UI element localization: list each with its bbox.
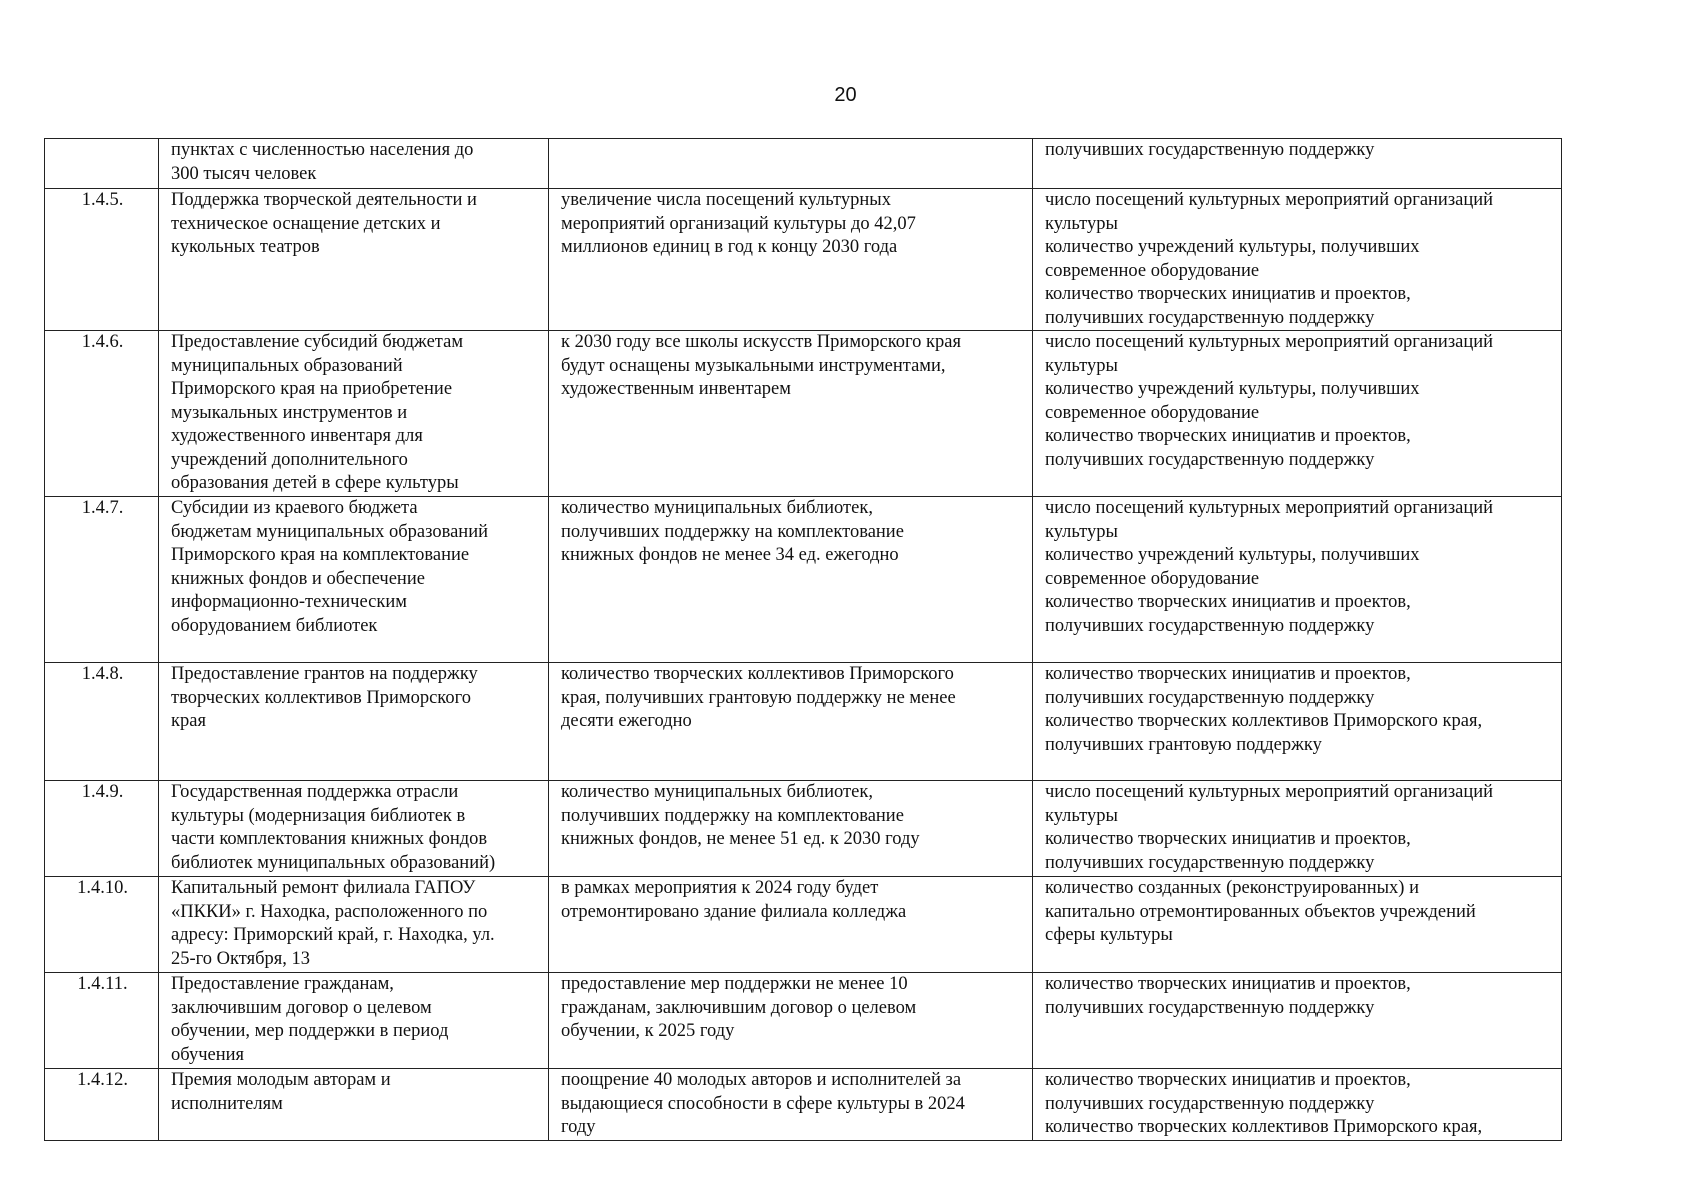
text-line: количество творческих инициатив и проектов,	[1045, 974, 1411, 994]
text-line: году	[561, 1117, 596, 1137]
measure-name-cell	[159, 663, 549, 781]
text-line: исполнителям	[171, 1093, 283, 1114]
text-line: получивших государственную поддержку	[1045, 615, 1375, 636]
text-line: Премия молодым авторам и	[171, 1070, 391, 1090]
text-line: кукольных театров	[171, 237, 320, 257]
text-line: будут оснащены музыкальными инструментами,	[561, 355, 946, 376]
text-line: увеличение числа посещений культурных	[561, 190, 891, 210]
text-line: техническое оснащение детских и	[171, 213, 441, 234]
row-number-cell: 1.4.5.	[45, 189, 159, 331]
text-line: современное оборудование	[1045, 402, 1260, 423]
page-number: 20	[834, 84, 857, 106]
text-line: выдающиеся способности в сфере культуры в 2024	[561, 1093, 965, 1114]
measures-table	[44, 138, 1562, 1141]
measure-name-cell	[159, 331, 549, 497]
text-line: книжных фондов не менее 34 ед. ежегодно	[561, 545, 899, 565]
table-row	[45, 781, 1562, 877]
row-number-cell: 1.4.7.	[45, 497, 159, 663]
text-line: края	[171, 711, 206, 731]
text-line: Капитальный ремонт филиала ГАПОУ	[171, 878, 476, 898]
expected-result-cell	[549, 973, 1033, 1069]
table-row	[45, 497, 1562, 663]
text-line: обучения	[171, 1044, 245, 1065]
text-line: Предоставление грантов на поддержку	[171, 664, 478, 684]
text-line: получивших государственную поддержку	[1045, 997, 1375, 1018]
table-row	[45, 331, 1562, 497]
text-line: к 2030 году все школы искусств Приморского края	[561, 332, 961, 352]
text-line: Приморского края на приобретение	[171, 379, 453, 399]
text-line: получивших государственную поддержку	[1045, 1093, 1375, 1114]
indicators-cell	[1033, 781, 1562, 877]
text-line: миллионов единиц в год к концу 2030 года	[561, 237, 898, 257]
indicators-cell	[1033, 877, 1562, 973]
text-line: количество творческих инициатив и проектов,	[1045, 592, 1411, 612]
text-line: число посещений культурных мероприятий организаций	[1045, 332, 1494, 352]
text-line: мероприятий организаций культуры до 42,07	[561, 213, 916, 234]
measure-name-cell	[159, 139, 549, 189]
expected-result-cell	[549, 877, 1033, 973]
table-row	[45, 877, 1562, 973]
text-line: края, получивших грантовую поддержку не менее	[561, 687, 956, 708]
text-line: Приморского края на комплектование	[171, 545, 470, 565]
table-row	[45, 139, 1562, 189]
text-line: современное оборудование	[1045, 568, 1260, 589]
text-line: художественного инвентаря для	[171, 426, 423, 446]
measure-name-cell	[159, 1069, 549, 1141]
row-number-cell: 1.4.8.	[45, 663, 159, 781]
indicators-cell	[1033, 663, 1562, 781]
measure-name-cell	[159, 877, 549, 973]
text-line: получивших государственную поддержку	[1045, 687, 1375, 708]
text-line: количество творческих коллективов Приморского края,	[1045, 1117, 1483, 1137]
expected-result-cell	[549, 663, 1033, 781]
text-line: информационно-техническим	[171, 592, 407, 612]
indicators-cell	[1033, 497, 1562, 663]
text-line: культуры	[1045, 521, 1118, 542]
text-line: получивших поддержку на комплектование	[561, 805, 904, 826]
text-line: книжных фондов и обеспечение	[171, 568, 425, 589]
row-number-cell: 1.4.6.	[45, 331, 159, 497]
text-line: в рамках мероприятия к 2024 году будет	[561, 878, 879, 898]
text-line: количество учреждений культуры, получивших	[1045, 237, 1420, 257]
table-row	[45, 1069, 1562, 1141]
text-line: получивших государственную поддержку	[1045, 449, 1375, 470]
text-line: десяти ежегодно	[561, 711, 692, 731]
indicators-cell	[1033, 139, 1562, 189]
text-line: гражданам, заключившим договор о целевом	[561, 997, 917, 1018]
text-line: обучении, к 2025 году	[561, 1021, 735, 1041]
text-line: учреждений дополнительного	[171, 449, 408, 470]
text-line: «ПККИ» г. Находка, расположенного по	[171, 901, 488, 922]
text-line: количество муниципальных библиотек,	[561, 782, 873, 802]
text-line: получивших поддержку на комплектование	[561, 521, 904, 542]
text-line: Предоставление гражданам,	[171, 974, 394, 994]
measure-name-cell	[159, 497, 549, 663]
row-number-cell	[45, 139, 159, 189]
table-row	[45, 189, 1562, 331]
expected-result-cell	[549, 1069, 1033, 1141]
text-line: предоставление мер поддержки не менее 10	[561, 974, 908, 994]
text-line: поощрение 40 молодых авторов и исполнителей за	[561, 1070, 962, 1090]
measures-table-body	[45, 139, 1562, 1141]
text-line: книжных фондов, не менее 51 ед. к 2030 году	[561, 829, 920, 849]
text-line: количество творческих коллективов Приморского края,	[1045, 711, 1483, 731]
text-line: Предоставление субсидий бюджетам	[171, 332, 464, 352]
text-line: число посещений культурных мероприятий организаций	[1045, 498, 1494, 518]
text-line: Государственная поддержка отрасли	[171, 782, 459, 802]
text-line: части комплектования книжных фондов	[171, 829, 488, 849]
text-line: бюджетам муниципальных образований	[171, 521, 488, 542]
text-line: количество творческих инициатив и проектов,	[1045, 426, 1411, 446]
measure-name-cell	[159, 781, 549, 877]
text-line: современное оборудование	[1045, 260, 1260, 281]
text-line: библиотек муниципальных образований)	[171, 852, 496, 873]
text-line: творческих коллективов Приморского	[171, 687, 471, 708]
expected-result-cell	[549, 331, 1033, 497]
text-line: количество учреждений культуры, получивших	[1045, 545, 1420, 565]
text-line: количество муниципальных библиотек,	[561, 498, 873, 518]
text-line: число посещений культурных мероприятий организаций	[1045, 190, 1494, 210]
indicators-cell	[1033, 331, 1562, 497]
text-line: количество творческих инициатив и проектов,	[1045, 829, 1411, 849]
measure-name-cell	[159, 189, 549, 331]
expected-result-cell	[549, 781, 1033, 877]
text-line: 25-го Октября, 13	[171, 948, 311, 969]
text-line: обучении, мер поддержки в период	[171, 1021, 449, 1041]
text-line: художественным инвентарем	[561, 379, 791, 399]
text-line: количество созданных (реконструированных) и	[1045, 878, 1419, 898]
measure-name-cell	[159, 973, 549, 1069]
text-line: количество творческих инициатив и проектов,	[1045, 664, 1411, 684]
text-line: культуры (модернизация библиотек в	[171, 805, 466, 826]
text-line: сферы культуры	[1045, 925, 1173, 945]
text-line: капитально отремонтированных объектов учреждений	[1045, 901, 1476, 922]
text-line: оборудованием библиотек	[171, 615, 378, 636]
expected-result-cell	[549, 497, 1033, 663]
text-line: муниципальных образований	[171, 355, 403, 376]
row-number-cell: 1.4.9.	[45, 781, 159, 877]
indicators-cell	[1033, 1069, 1562, 1141]
text-line: адресу: Приморский край, г. Находка, ул.	[171, 925, 495, 945]
row-number-cell: 1.4.10.	[45, 877, 159, 973]
text-line: культуры	[1045, 355, 1118, 376]
text-line: получивших государственную поддержку	[1045, 140, 1375, 160]
text-line: получивших государственную поддержку	[1045, 852, 1375, 873]
text-line: пунктах с численностью населения до	[171, 140, 474, 160]
text-line: количество учреждений культуры, получивших	[1045, 379, 1420, 399]
text-line: культуры	[1045, 805, 1118, 826]
indicators-cell	[1033, 973, 1562, 1069]
text-line: получивших грантовую поддержку	[1045, 734, 1322, 755]
text-line: Субсидии из краевого бюджета	[171, 498, 418, 518]
expected-result-cell	[549, 139, 1033, 189]
text-line: количество творческих инициатив и проектов,	[1045, 1070, 1411, 1090]
text-line: Поддержка творческой деятельности и	[171, 190, 477, 210]
text-line: заключившим договор о целевом	[171, 997, 432, 1018]
indicators-cell	[1033, 189, 1562, 331]
text-line: культуры	[1045, 213, 1118, 234]
text-line: количество творческих инициатив и проектов,	[1045, 284, 1411, 304]
table-row	[45, 973, 1562, 1069]
text-line: музыкальных инструментов и	[171, 402, 408, 423]
expected-result-cell	[549, 189, 1033, 331]
text-line: образования детей в сфере культуры	[171, 473, 459, 493]
table-row	[45, 663, 1562, 781]
text-line: получивших государственную поддержку	[1045, 307, 1375, 328]
text-line: количество творческих коллективов Приморского	[561, 664, 954, 684]
text-line: 300 тысяч человек	[171, 163, 317, 184]
row-number-cell: 1.4.11.	[45, 973, 159, 1069]
row-number-cell: 1.4.12.	[45, 1069, 159, 1141]
text-line: отремонтировано здание филиала колледжа	[561, 901, 907, 922]
text-line: число посещений культурных мероприятий организаций	[1045, 782, 1494, 802]
